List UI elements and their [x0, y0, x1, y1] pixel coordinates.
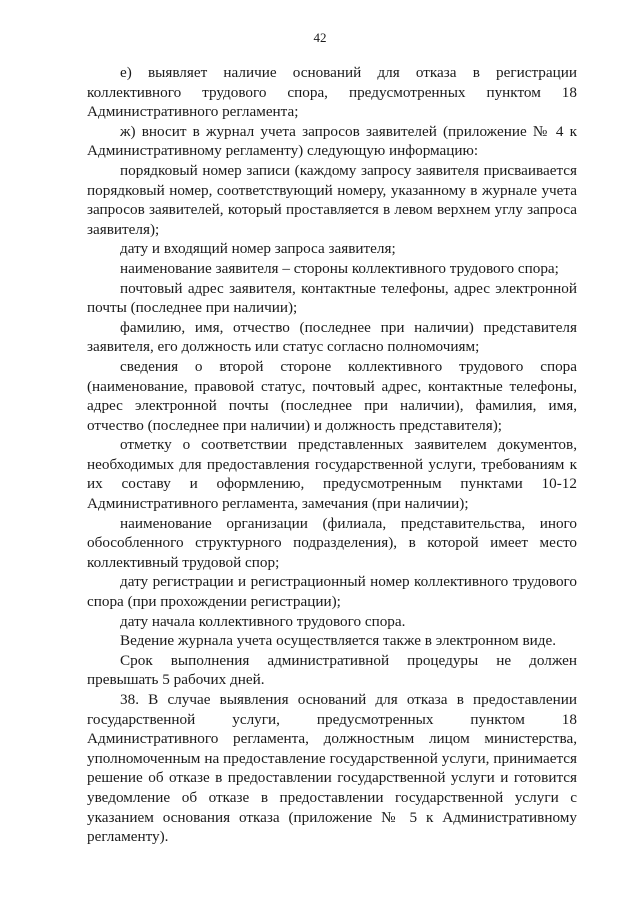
- paragraph-applicant-name: наименование заявителя – стороны коллективного трудового спора;: [120, 259, 559, 277]
- paragraph-registration-date: дату регистрации и регистрационный номер коллективного трудового спора (при прохождении регистрации);: [87, 573, 577, 611]
- paragraph-postal-address: почтовый адрес заявителя, контактные телефоны, адрес электронной почты (последнее при наличии);: [87, 279, 577, 317]
- paragraph-record-number: порядковый номер записи (каждому запросу заявителя присваивается порядковый номер, соответствующий номеру, указанному в журнале учета запросов заявителей, который проставляется в левом верхнем углу запроса заявителя);: [87, 161, 577, 238]
- page-number: 42: [313, 30, 327, 45]
- paragraph-e: е) выявляет наличие оснований для отказа в регистрации коллективного трудового спора, предусмотренных пунктом 18 Административного регламента;: [87, 64, 577, 121]
- paragraph-deadline: Срок выполнения административной процедуры не должен превышать 5 рабочих дней.: [87, 651, 577, 689]
- paragraph-organization-name: наименование организации (филиала, представительства, иного обособленного структурного подразделения), в которой имеет место коллективный трудовой спор;: [87, 514, 577, 571]
- paragraph-item-38: 38. В случае выявления оснований для отказа в предоставлении государственной услуги, предусмотренных пунктом 18 Административного регламента, должностным лицом министерства, уполномоченным на предоставление государственной услуги, принимается решение об отказе в предоставлении государственной услуги и готовится уведомление об отказе в предоставлении государственной услуги с указанием основания отказа (приложение № 5 к Административному регламенту).: [87, 691, 577, 846]
- paragraph-zh: ж) вносит в журнал учета запросов заявителей (приложение № 4 к Административному регламенту) следующую информацию:: [87, 122, 577, 160]
- paragraph-second-party: сведения о второй стороне коллективного трудового спора (наименование, правовой статус, почтовый адрес, контактные телефоны, адрес электронной почты (последнее при наличии), фамилия, имя, отчество (последнее при наличии) и должность представителя);: [87, 357, 577, 434]
- paragraph-representative: фамилию, имя, отчество (последнее при наличии) представителя заявителя, его должность или статус согласно полномочиям;: [87, 318, 577, 356]
- paragraph-start-date: дату начала коллективного трудового спора.: [120, 612, 406, 630]
- paragraph-date-number: дату и входящий номер запроса заявителя;: [120, 240, 396, 258]
- paragraph-electronic-journal: Ведение журнала учета осуществляется также в электронном виде.: [120, 632, 557, 650]
- document-body: [87, 63, 577, 847]
- paragraph-compliance-mark: отметку о соответствии представленных заявителем документов, необходимых для предоставления государственной услуги, требованиям к их составу и оформлению, предусмотренным пунктами 10-12 Административного регламента, замечания (при наличии);: [87, 436, 577, 513]
